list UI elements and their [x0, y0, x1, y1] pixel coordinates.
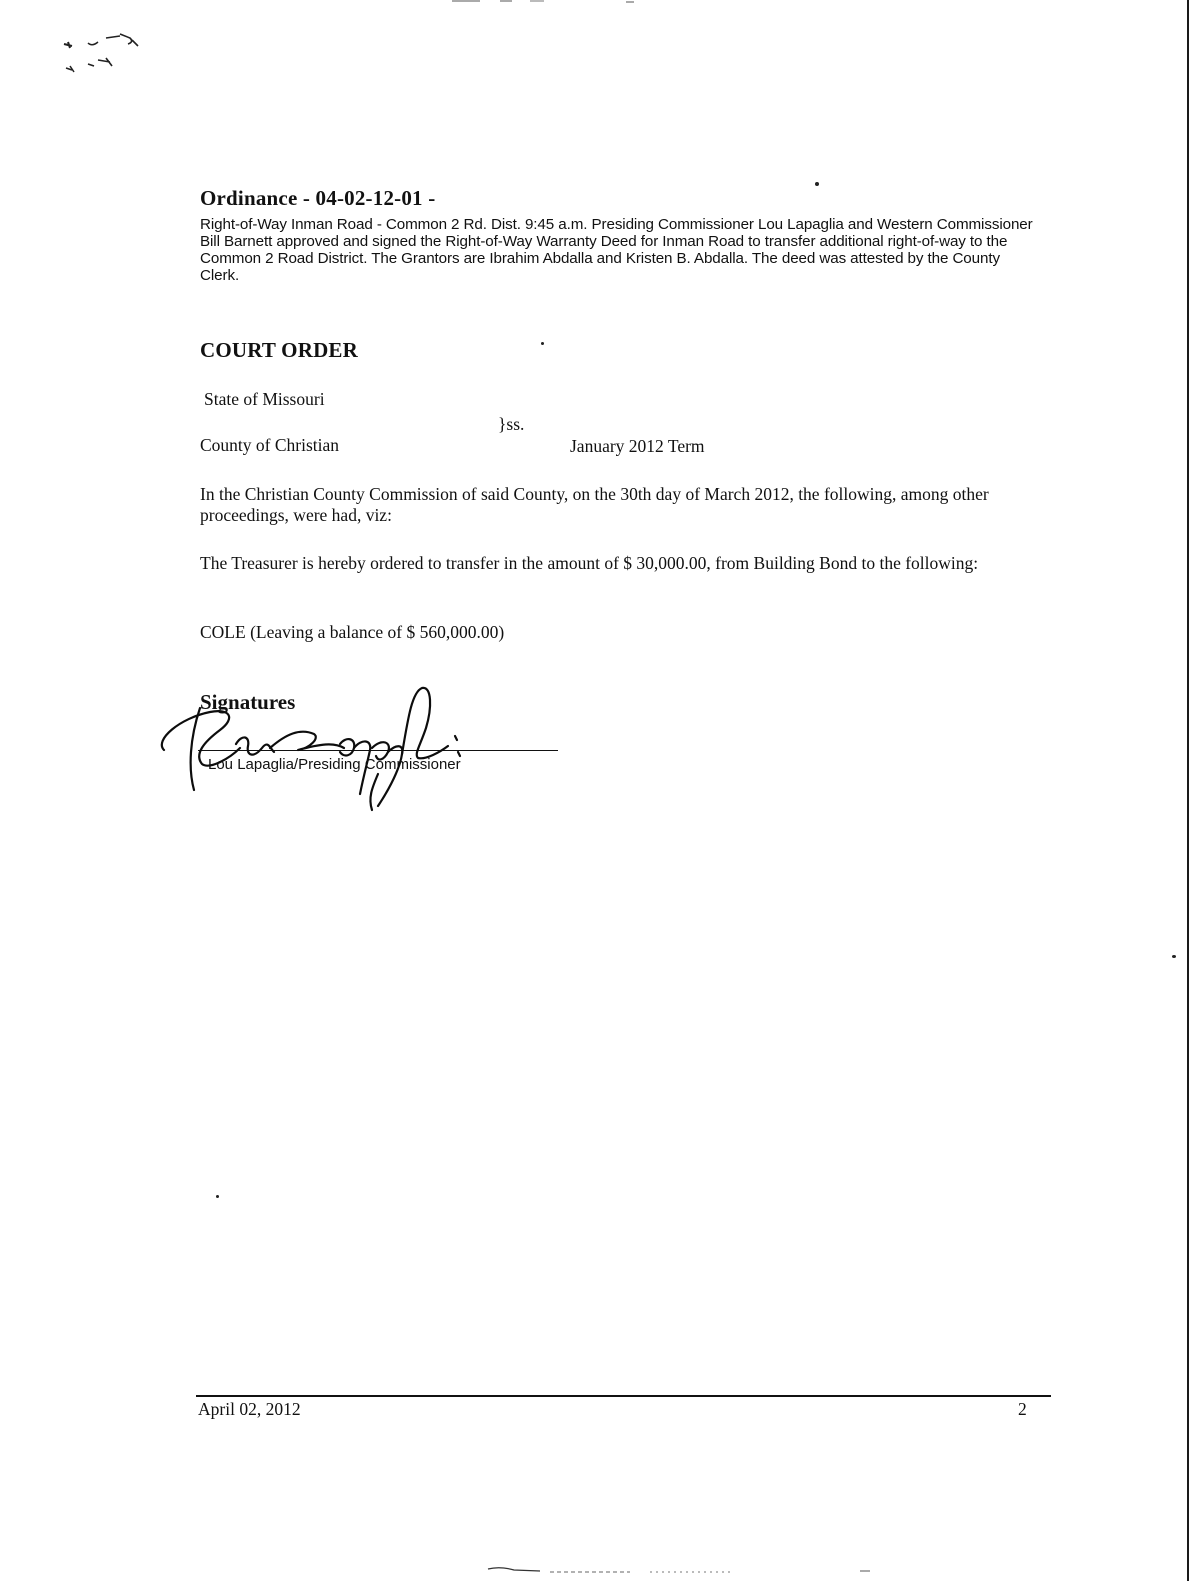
scan-speck: [541, 342, 544, 345]
scan-noise-marks: [58, 30, 148, 80]
handwritten-signature: [150, 678, 480, 813]
proceedings-paragraph: In the Christian County Commission of said County, on the 30th day of March 2012, the following, among other proceedings, were had, viz:: [200, 484, 989, 525]
venue-state: State of Missouri: [204, 389, 325, 409]
venue-ss: }ss.: [498, 414, 525, 434]
footer-page-number: 2: [1018, 1399, 1027, 1419]
court-term: January 2012 Term: [570, 436, 705, 456]
ordinance-heading: Ordinance - 04-02-12-01 -: [200, 186, 436, 210]
footer-date: April 02, 2012: [198, 1399, 301, 1419]
scan-speck: [216, 1195, 219, 1198]
footer-rule: [196, 1395, 1051, 1397]
ordinance-body: Right-of-Way Inman Road - Common 2 Rd. Dist. 9:45 a.m. Presiding Commissioner Lou Lapaglia and Western Commissioner Bill Barnett approved and signed the Right-of-Way Warranty Deed for Inman Road to transfer additional right-of-way to the Common 2 Road District. The Grantors are Ibrahim Abdalla and Kristen B. Abdalla. The deed was attested by the County Clerk.: [200, 216, 1033, 284]
scan-speck: [815, 182, 819, 186]
balance-paragraph: COLE (Leaving a balance of $ 560,000.00): [200, 622, 505, 642]
scan-mark-top: [440, 0, 640, 4]
venue-county: County of Christian: [200, 435, 340, 455]
signatures-label: Signatures: [200, 690, 296, 714]
signer-name: Lou Lapaglia/Presiding Commissioner: [208, 756, 461, 773]
transfer-order-paragraph: The Treasurer is hereby ordered to transfer in the amount of $ 30,000.00, from Building Bond to the following:: [200, 553, 979, 573]
scan-speck: [1172, 955, 1176, 958]
scan-mark-bottom: [480, 1565, 900, 1577]
page-edge-right: [1187, 0, 1189, 1581]
court-order-heading: COURT ORDER: [200, 338, 359, 362]
